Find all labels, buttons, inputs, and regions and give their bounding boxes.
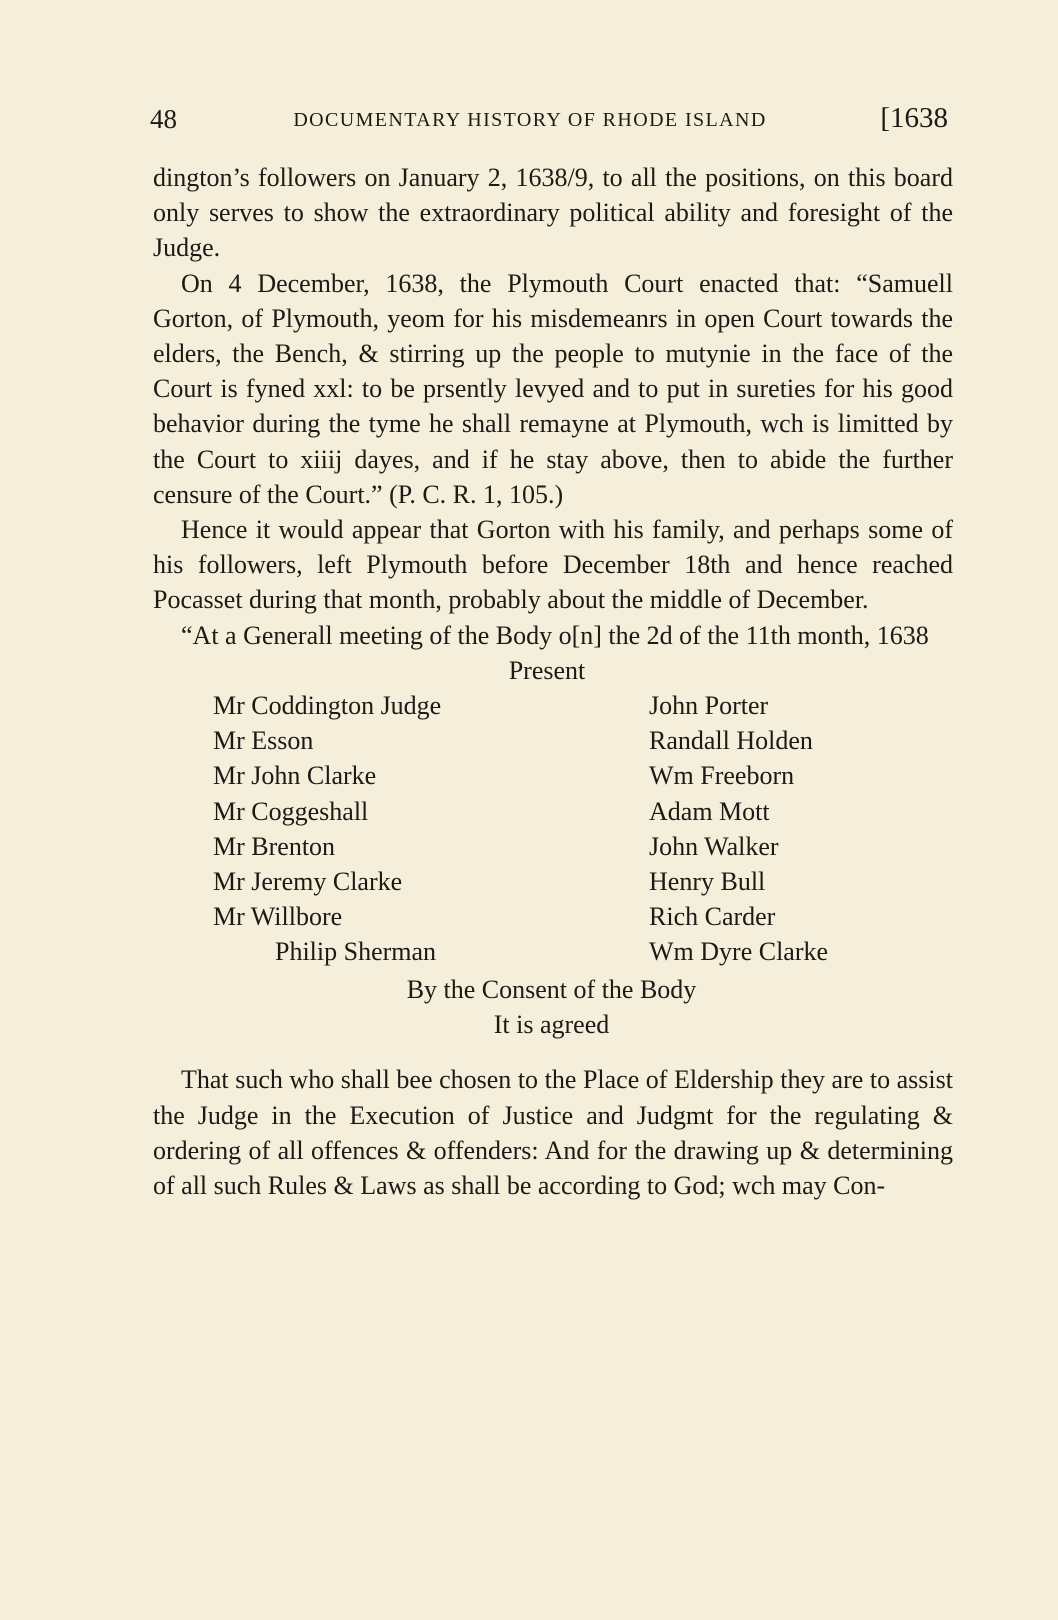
running-head: DOCUMENTARY HISTORY OF RHODE ISLAND [293,109,767,131]
page-body [153,160,953,1203]
paragraph-plymouth-court: On 4 December, 1638, the Plymouth Court enacted that: “Samuell Gorton, of Plymouth, yeom for his misdemeanrs in open Court towards the elders, the Bench, & stirring up the people to mutynie in the face of the Court is fyned xxl: to be prsently levyed and to put in sureties for his good behavior during the tyme he shall remayne at Plymouth, wch is limitted by the Court to xiiij dayes, and if he stay above, then to abide the further censure of the Court.” (P. C. R. 1, 105.) [153,268,953,509]
present-heading: Present [508,655,586,685]
roster-name: Rich Carder [649,902,776,932]
roster-name: Mr Jeremy Clarke [213,866,403,896]
roster-name: Henry Bull [649,866,766,896]
year-marker: [1638 [880,102,948,134]
roster-name: Philip Sherman [275,937,437,967]
roster-name: Randall Holden [649,726,813,756]
page-number: 48 [150,104,177,134]
roster-name: Adam Mott [649,796,770,826]
consent-line: By the Consent of the Body [406,975,697,1005]
paragraph-eldership: That such who shall bee chosen to the Place of Eldership they are to assist the Judge in the Execution of Justice and Judgmt for the regulating & ordering of all offences & offenders: And for the drawing up & determining of all such Rules & Laws as shall be according to God; wch may Con- [153,1065,953,1201]
roster-right-column [649,688,828,970]
paragraph-gorton-departure: Hence it would appear that Gorton with his family, and perhaps some of his followers, left Plymouth before December 18th and hence reached Pocasset during that month, probably about the middle of December. [153,515,953,615]
paragraph-continuation: dington’s followers on January 2, 1638/9, to all the positions, on this board only serves to show the extraordinary political ability and foresight of the Judge. [153,163,953,263]
roster-name: Wm Dyre Clarke [649,937,829,967]
roster-name: Mr Esson [213,726,314,756]
roster-name: Mr Coggeshall [213,796,369,826]
paragraph-general-meeting: “At a Generall meeting of the Body o[n] the 2d of the 11th month, 1638 [181,620,929,650]
roster-name: John Porter [649,691,769,721]
roster-left-column [213,688,441,970]
attendance-roster [153,688,953,972]
agreed-line: It is agreed [493,1010,610,1040]
roster-name: Wm Freeborn [649,761,795,791]
section-gap [153,1042,953,1062]
page-header [150,104,950,144]
roster-name: Mr Coddington Judge [213,691,442,721]
roster-name: Mr John Clarke [213,761,377,791]
roster-name: John Walker [649,831,779,861]
roster-name: Mr Brenton [213,831,336,861]
roster-name: Mr Willbore [213,902,343,932]
